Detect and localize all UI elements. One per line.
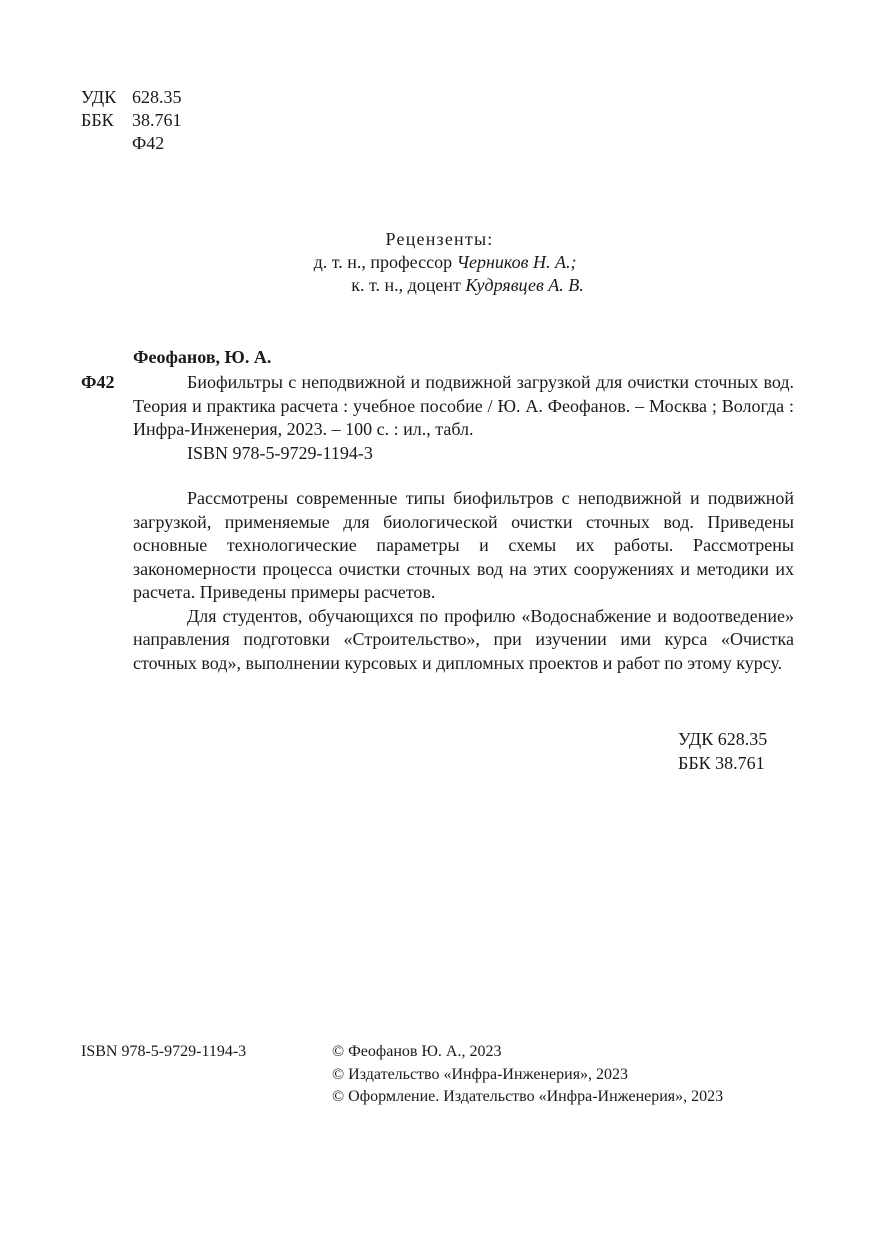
author-mark: Ф42 — [132, 133, 165, 153]
reviewers-title: Рецензенты: — [385, 229, 494, 249]
reviewer-2-name: Кудрявцев А. В. — [465, 275, 584, 295]
udk-value: 628.35 — [132, 87, 182, 107]
record-code: Ф42 — [81, 372, 115, 392]
annotation-paragraph-2: Для студентов, обучающихся по профилю «Водоснабжение и водоотведение» направления подготовки «Строительство», при изучении ими курса «Очистка сточных вод», выполнении курсовых и дипломных проектов и работ по этому курсу. — [133, 605, 794, 673]
copyright-publisher: © Издательство «Инфра-Инженерия», 2023 — [332, 1065, 629, 1083]
udk-row — [81, 86, 182, 109]
bbk-bottom: ББК 38.761 — [678, 752, 765, 773]
copyright-design: © Оформление. Издательство «Инфра-Инженерия», 2023 — [332, 1088, 724, 1105]
reviewer-2 — [60, 274, 875, 297]
bbk-value: 38.761 — [132, 110, 182, 130]
annotation-paragraph-1: Рассмотрены современные типы биофильтров с неподвижной и подвижной загрузкой, применяемые для биологической очистки сточных вод. Приведены основные технологические параметры и схемы их работы. Рассмотрены закономерности процесса очистки сточных вод на этих сооружениях и методики их расчета. Приведены примеры расчетов. — [133, 488, 794, 602]
udk-label: УДК — [81, 87, 117, 107]
author-mark-row — [81, 132, 182, 155]
bbk-row — [81, 109, 182, 132]
udk-bottom: УДК 628.35 — [678, 729, 768, 749]
classification-block-top — [81, 86, 182, 155]
reviewer-1-prefix: д. т. н., профессор — [313, 252, 457, 272]
reviewer-1 — [15, 251, 875, 274]
copyright-block — [332, 1041, 723, 1109]
copyright-author: © Феофанов Ю. А., 2023 — [332, 1043, 502, 1060]
reviewer-2-prefix: к. т. н., доцент — [351, 275, 466, 295]
record-description: Биофильтры с неподвижной и подвижной загрузкой для очистки сточных вод. Теория и практика расчета : учебное пособие / Ю. А. Феофанов. – Москва ; Вологда : Инфра-Инженерия, 2023. – 100 с. : ил., табл. — [133, 372, 794, 439]
annotation — [133, 487, 794, 675]
bbk-label: ББК — [81, 110, 114, 130]
record-isbn: ISBN 978-5-9729-1194-3 — [187, 442, 373, 463]
reviewers-block — [0, 228, 875, 297]
reviewer-1-name: Черников Н. А.; — [456, 252, 577, 272]
record-author: Феофанов, Ю. А. — [133, 347, 272, 367]
classification-block-bottom — [678, 728, 767, 775]
footer-isbn: ISBN 978-5-9729-1194-3 — [81, 1043, 247, 1060]
record-body — [133, 371, 794, 465]
